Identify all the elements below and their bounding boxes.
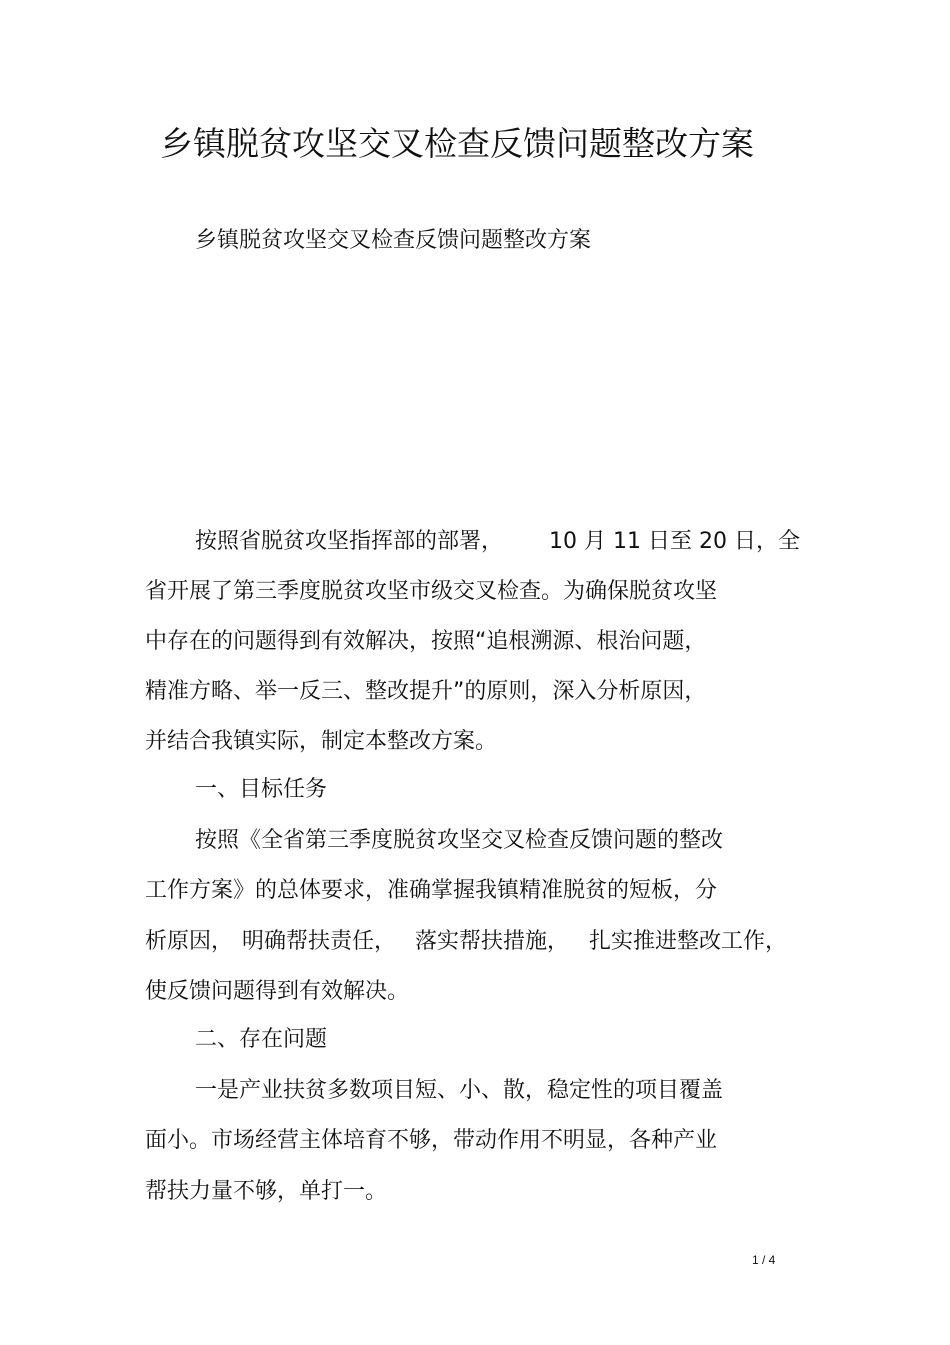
paragraph-line: 按照省脱贫攻坚指挥部的部署， — [195, 529, 504, 554]
paragraph-line: 落实帮扶措施， — [415, 929, 570, 954]
paragraph-line: 帮扶力量不够，单打一。 — [145, 1179, 388, 1204]
paragraph-line: 一是产业扶贫多数项目短、小、散，稳定性的项目覆盖 — [195, 1078, 724, 1103]
paragraph-line: 面小。市场经营主体培育不够，带动作用不明显，各种产业 — [145, 1128, 718, 1153]
page-title: 乡镇脱贫攻坚交叉检查反馈问题整改方案 — [160, 124, 754, 163]
paragraph-line: 精准方略、举一反三、整改提升”的原则，深入分析原因， — [145, 679, 707, 704]
paragraph-line: 省开展了第三季度脱贫攻坚市级交叉检查。为确保脱贫攻坚 — [145, 579, 718, 604]
paragraph-line: 明确帮扶责任， — [242, 929, 397, 954]
paragraph-line: 中存在的问题得到有效解决，按照“追根溯源、根治问题， — [145, 629, 707, 654]
paragraph-line: 工作方案》的总体要求，准确掌握我镇精准脱贫的短板，分 — [145, 878, 718, 903]
paragraph-line: 并结合我镇实际，制定本整改方案。 — [145, 729, 498, 754]
paragraph-line: 扎实推进整改工作， — [589, 929, 788, 954]
paragraph-line: 析原因， — [145, 929, 234, 954]
section-heading: 一、目标任务 — [195, 777, 328, 802]
paragraph-line: 10 月 11 日至 20 日，全 — [549, 529, 800, 554]
page-number: 1 / 4 — [752, 1253, 776, 1267]
paragraph-line: 使反馈问题得到有效解决。 — [145, 979, 410, 1004]
paragraph-line: 按照《全省第三季度脱贫攻坚交叉检查反馈问题的整改 — [195, 828, 724, 853]
section-heading: 二、存在问题 — [195, 1027, 328, 1052]
document-subtitle: 乡镇脱贫攻坚交叉检查反馈问题整改方案 — [195, 228, 592, 253]
